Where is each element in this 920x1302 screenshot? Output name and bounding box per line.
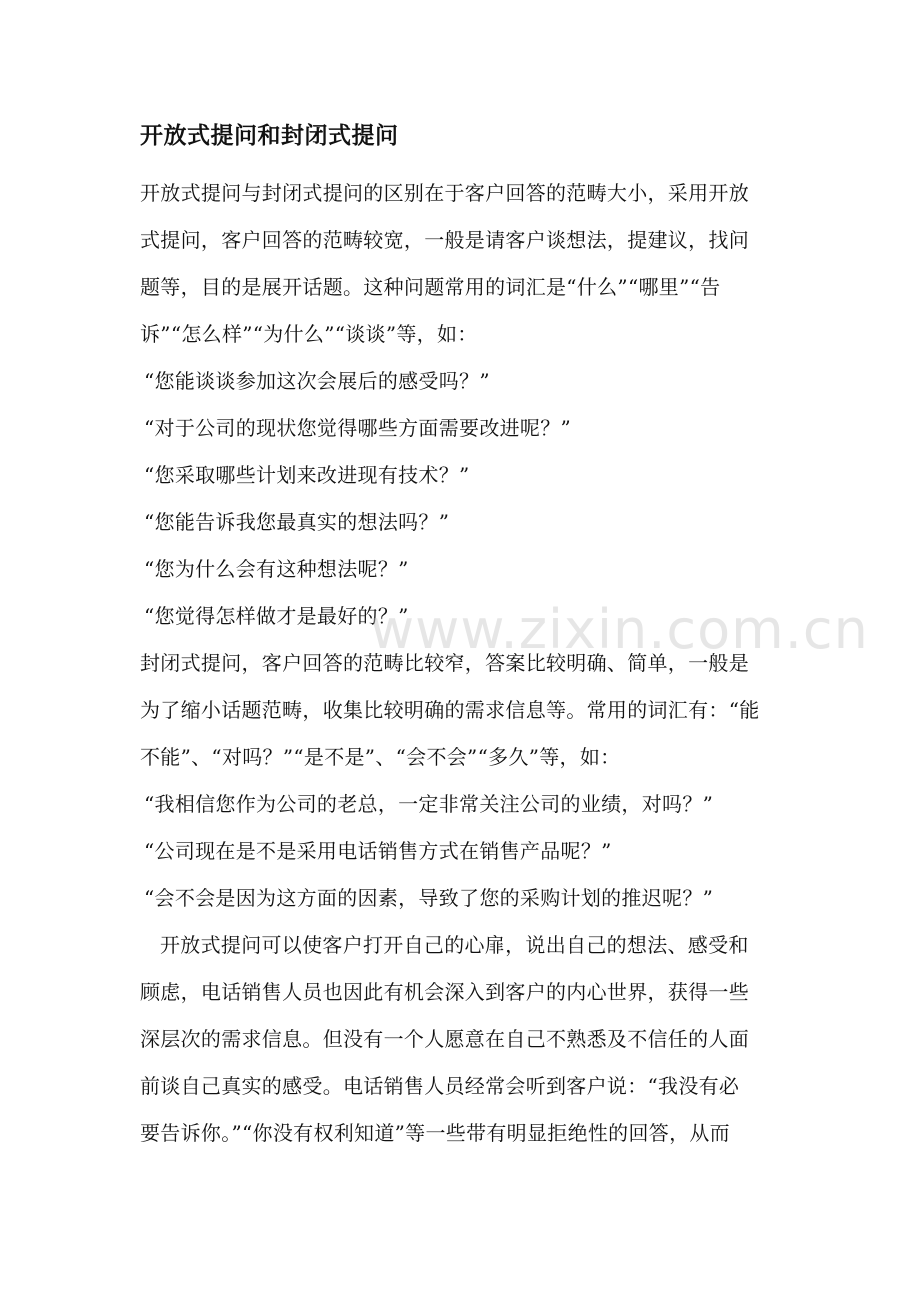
- example-question: “公司现在是不是采用电话销售方式在销售产品呢？”: [144, 839, 612, 863]
- paragraph-line: 前谈自己真实的感受。电话销售人员经常会听到客户说：“我没有必: [140, 1074, 740, 1098]
- example-question: “您觉得怎样做才是最好的？”: [144, 604, 409, 628]
- paragraph-line: 深层次的需求信息。但没有一个人愿意在自己不熟悉及不信任的人面: [140, 1027, 749, 1051]
- paragraph-line: 开放式提问与封闭式提问的区别在于客户回答的范畴大小，采用开放: [140, 181, 749, 205]
- example-question: “您采取哪些计划来改进现有技术？”: [144, 463, 470, 487]
- paragraph-line: 题等，目的是展开话题。这种问题常用的词汇是“什么”“哪里”“告: [140, 275, 721, 299]
- example-question: “您能谈谈参加这次会展后的感受吗？”: [144, 369, 490, 393]
- example-question: “会不会是因为这方面的因素，导致了您的采购计划的推迟呢？”: [144, 886, 714, 910]
- document-page: [140, 118, 790, 1157]
- paragraph-line: 式提问，客户回答的范畴较宽，一般是请客户谈想法，提建议，找问: [140, 228, 749, 252]
- example-question: “您能告诉我您最真实的想法吗？”: [144, 510, 450, 534]
- paragraph-line: 不能”、“对吗？”“是不是”、“会不会”“多久”等，如：: [140, 745, 621, 769]
- example-question: “您为什么会有这种想法呢？”: [144, 557, 409, 581]
- paragraph-line: 开放式提问可以使客户打开自己的心扉，说出自己的想法、感受和: [160, 933, 749, 957]
- paragraph-line: 顾虑，电话销售人员也因此有机会深入到客户的内心世界，获得一些: [140, 980, 749, 1004]
- example-question: “我相信您作为公司的老总，一定非常关注公司的业绩，对吗？”: [144, 792, 714, 816]
- document-title: 开放式提问和封闭式提问: [140, 122, 399, 149]
- watermark: www.zixin.com.cn: [370, 598, 869, 661]
- paragraph-line: 为了缩小话题范畴，收集比较明确的需求信息等。常用的词汇有：“能: [140, 698, 760, 722]
- paragraph-line: 封闭式提问，客户回答的范畴比较窄，答案比较明确、简单，一般是: [140, 651, 749, 675]
- example-question: “对于公司的现状您觉得哪些方面需要改进呢？”: [144, 416, 572, 440]
- paragraph-line: 诉”“怎么样”“为什么”“谈谈”等，如：: [140, 322, 478, 346]
- paragraph-line: 要告诉你。”“你没有权利知道”等一些带有明显拒绝性的回答，从而: [140, 1121, 730, 1145]
